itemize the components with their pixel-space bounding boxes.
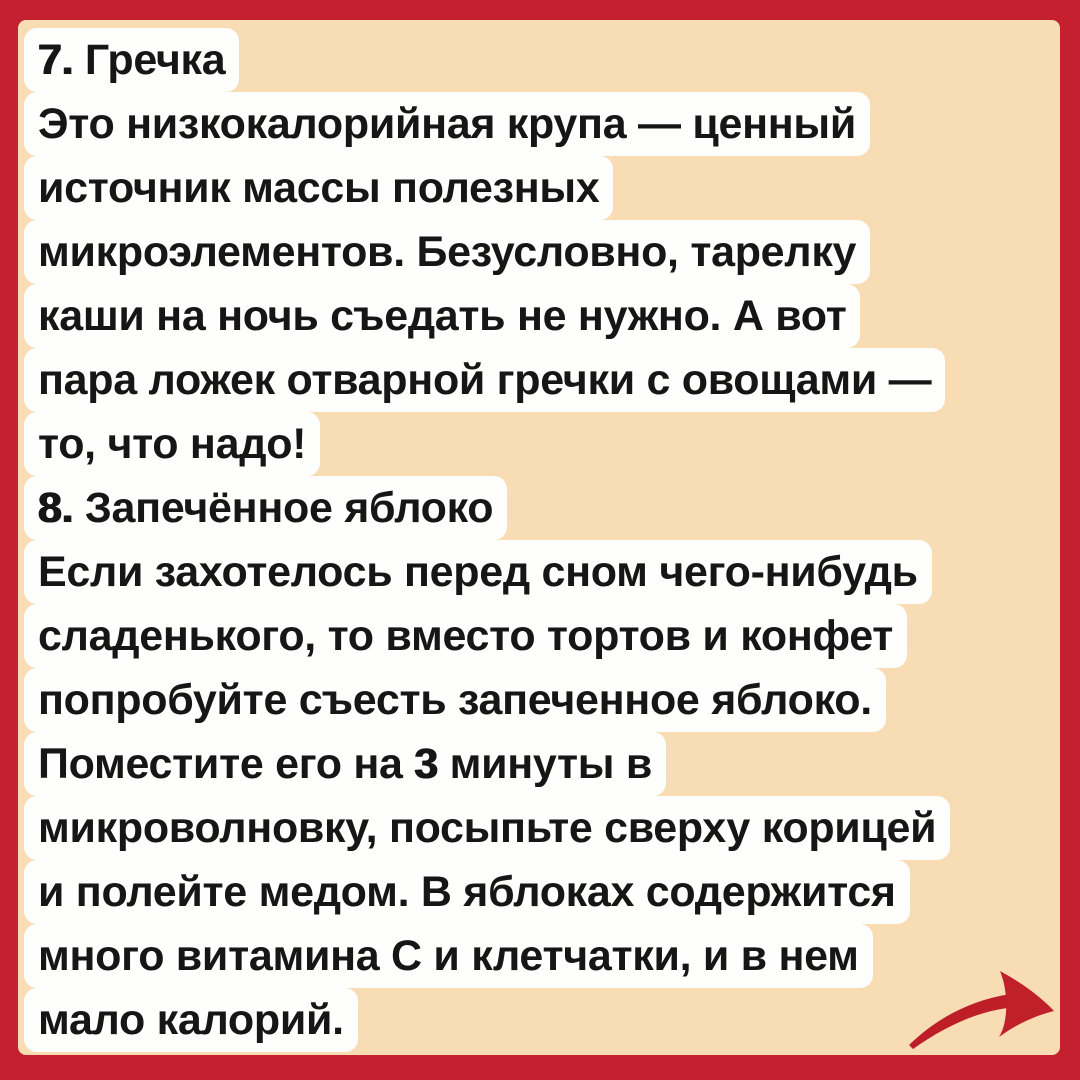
- highlighted-text: попробуйте съесть запеченное яблоко.: [24, 668, 886, 732]
- text-line: [24, 668, 1056, 732]
- highlighted-text: Если захотелось перед сном чего-нибудь: [24, 540, 932, 604]
- text-line: [24, 476, 1056, 540]
- card-background: [18, 20, 1060, 1055]
- highlighted-text: каши на ночь съедать не нужно. А вот: [24, 284, 860, 348]
- text-line: [24, 28, 1056, 92]
- highlighted-text: Это низкокалорийная крупа — ценный: [24, 92, 870, 156]
- text-line: [24, 988, 1056, 1052]
- text-line: [24, 284, 1056, 348]
- highlighted-text: источник массы полезных: [24, 156, 613, 220]
- highlighted-text: то, что надо!: [24, 412, 320, 476]
- highlighted-text: 7. Гречка: [24, 28, 239, 92]
- text-line: [24, 156, 1056, 220]
- text-content: [24, 28, 1056, 1052]
- inline-number: 3: [414, 740, 438, 788]
- list-number: 7.: [38, 36, 74, 84]
- text-line: [24, 604, 1056, 668]
- highlighted-text: и полейте медом. В яблоках содержится: [24, 860, 910, 924]
- next-arrow-icon: [904, 953, 1054, 1055]
- highlighted-text: пара ложек отварной гречки с овощами —: [24, 348, 945, 412]
- text-line: [24, 412, 1056, 476]
- highlighted-text: мало калорий.: [24, 988, 358, 1052]
- text-line: [24, 924, 1056, 988]
- list-number: 8.: [38, 484, 74, 532]
- text-line: [24, 348, 1056, 412]
- highlighted-text: микроволновку, посыпьте сверху корицей: [24, 796, 950, 860]
- highlighted-text: 8. Запечённое яблоко: [24, 476, 507, 540]
- highlighted-text: микроэлементов. Безусловно, тарелку: [24, 220, 870, 284]
- text-line: [24, 540, 1056, 604]
- text-line: [24, 220, 1056, 284]
- text-line: [24, 92, 1056, 156]
- text-line: [24, 796, 1056, 860]
- highlighted-text: много витамина С и клетчатки, и в нем: [24, 924, 873, 988]
- text-line: [24, 860, 1056, 924]
- highlighted-text: сладенького, то вместо тортов и конфет: [24, 604, 907, 668]
- highlighted-text: Поместите его на 3 минуты в: [24, 732, 666, 796]
- text-line: [24, 732, 1056, 796]
